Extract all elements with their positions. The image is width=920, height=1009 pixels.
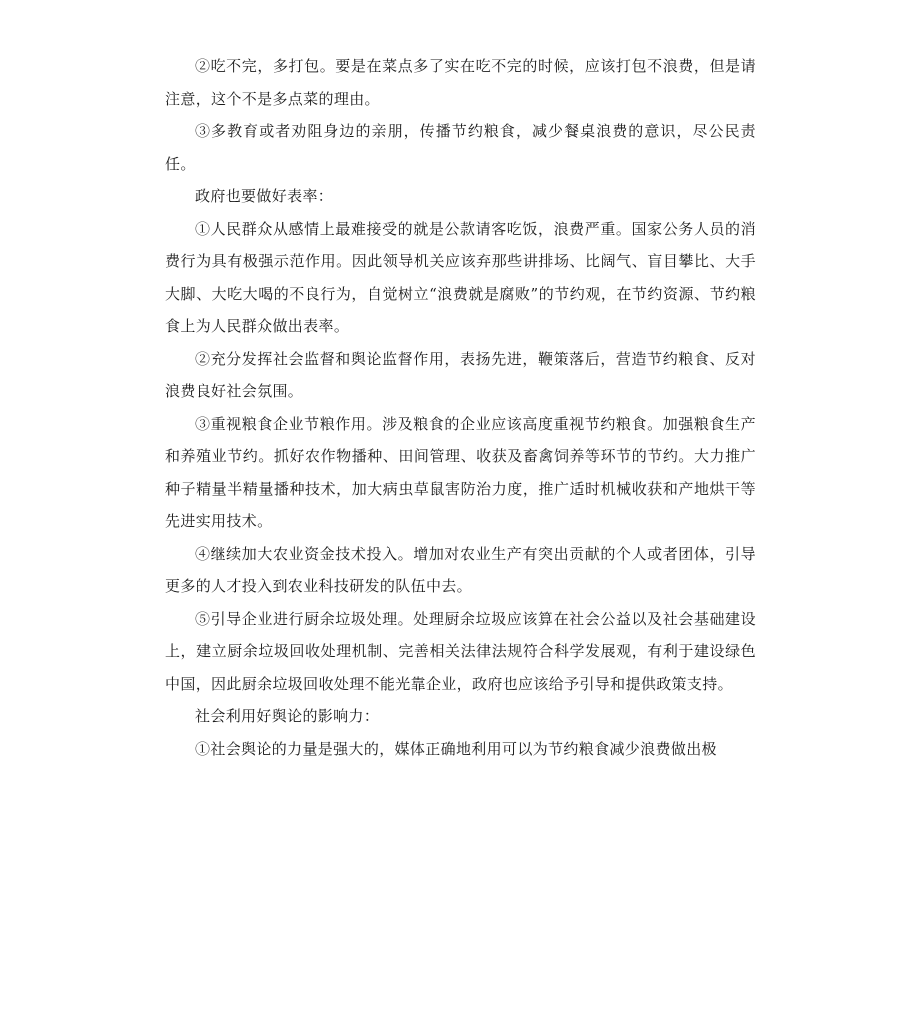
heading-government-example: 政府也要做好表率： — [195, 187, 334, 205]
document-page — [165, 50, 756, 765]
paragraph-educate-relatives: ③多教育或者劝阻身边的亲朋，传播节约粮食，减少餐桌浪费的意识，尽公民责任。 — [165, 122, 756, 173]
paragraph-public-banquets: ①人民群众从感情上最难接受的就是公款请客吃饭，浪费严重。国家公务人员的消费行为具有极强示范作用。因此领导机关应该弃那些讲排场、比阔气、盲目攀比、大手大脚、大吃大喝的不良行为，自觉树立“浪费就是腐败”的节约观，在节约资源、节约粮食上为人民群众做出表率。 — [165, 219, 756, 335]
paragraph-media-power: ①社会舆论的力量是强大的，媒体正确地利用可以为节约粮食减少浪费做出极 — [195, 739, 717, 758]
heading-public-opinion: 社会利用好舆论的影响力： — [195, 707, 380, 725]
paragraph-agri-investment: ④继续加大农业资金技术投入。增加对农业生产有突出贡献的个人或者团体，引导更多的人才投入到农业科技研发的队伍中去。 — [165, 544, 756, 595]
paragraph-grain-enterprises: ③重视粮食企业节粮作用。涉及粮食的企业应该高度重视节约粮食。加强粮食生产和养殖业节约。抓好农作物播种、田间管理、收获及畜禽饲养等环节的节约。大力推广种子精量半精量播种技术，加大病虫草鼠害防治力度，推广适时机械收获和产地烘干等先进实用技术。 — [165, 414, 756, 530]
paragraph-social-supervision: ②充分发挥社会监督和舆论监督作用，表扬先进，鞭策落后，营造节约粮食、反对浪费良好社会氛围。 — [165, 349, 756, 400]
paragraph-takeaway: ②吃不完，多打包。要是在菜点多了实在吃不完的时候，应该打包不浪费，但是请注意，这个不是多点菜的理由。 — [165, 57, 756, 108]
paragraph-kitchen-waste: ⑤引导企业进行厨余垃圾处理。处理厨余垃圾应该算在社会公益以及社会基础建设上，建立厨余垃圾回收处理机制、完善相关法律法规符合科学发展观，有利于建设绿色中国，因此厨余垃圾回收处理不能光靠企业，政府也应该给予引导和提供政策支持。 — [165, 609, 756, 693]
